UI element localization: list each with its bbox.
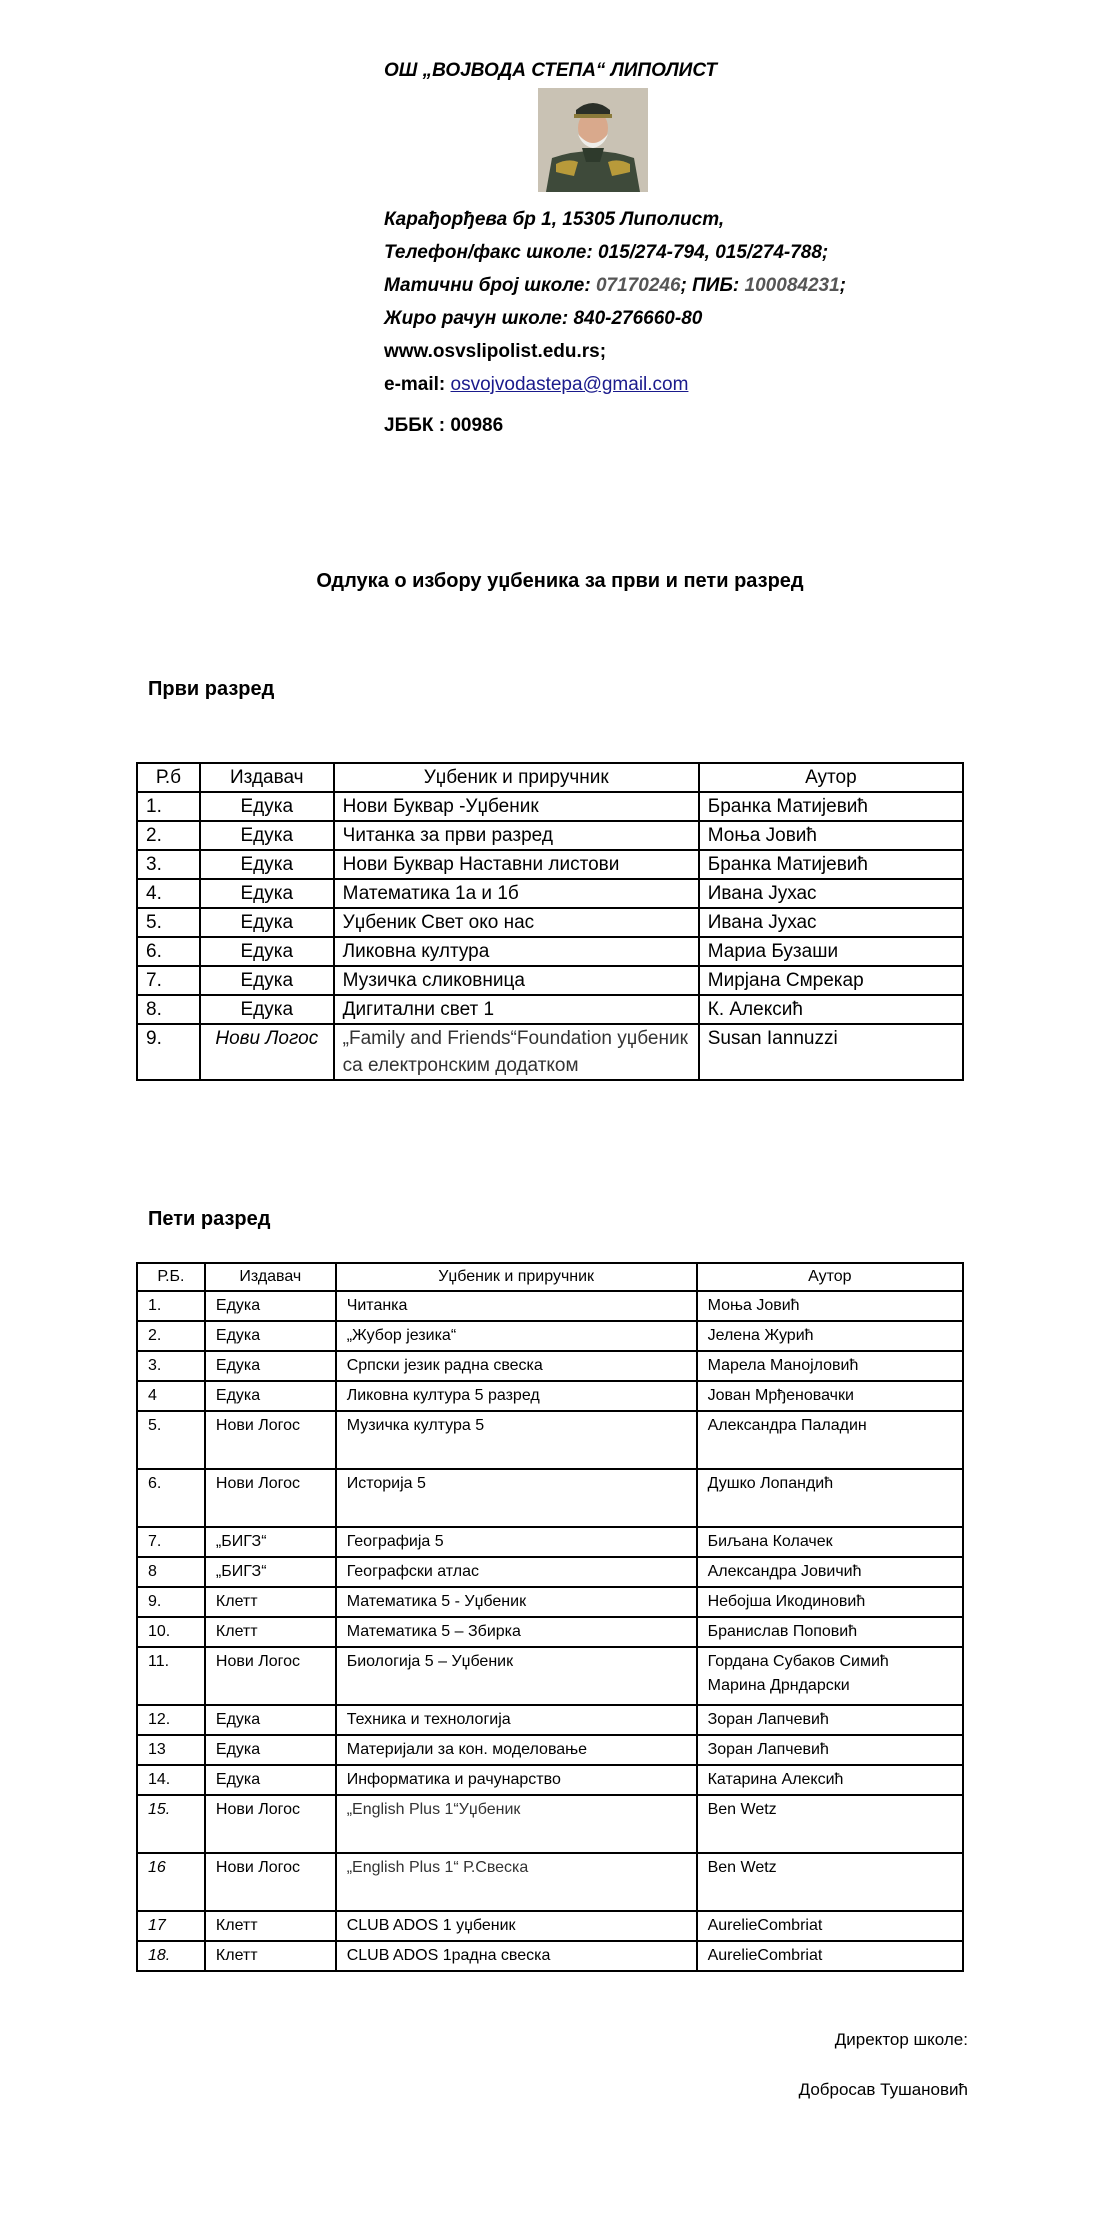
table-row [137, 908, 963, 937]
table-row [137, 821, 963, 850]
table-row [137, 850, 963, 879]
author-name: Марела Манојловић [707, 1357, 859, 1374]
row-book: CLUB ADOS 1радна свеска [336, 1941, 697, 1971]
author-name: Гордана Субаков Симић [707, 1653, 889, 1670]
author-name: AurelieCombriat [707, 1947, 823, 1964]
col-num: Р.б [137, 763, 200, 792]
row-author [697, 1291, 963, 1321]
row-book: CLUB ADOS 1 уџбеник [336, 1911, 697, 1941]
row-author [697, 1381, 963, 1411]
row-num: 2. [137, 821, 200, 850]
table-row [137, 995, 963, 1024]
row-author [697, 1941, 963, 1971]
row-book: Музичка култура 5 [336, 1411, 697, 1469]
table-row [137, 1321, 963, 1351]
row-book: Историја 5 [336, 1469, 697, 1527]
registration-line: Матични број школе: 07170246; ПИБ: 100084231; [384, 275, 846, 296]
row-num: 4. [137, 879, 200, 908]
row-publisher: Нови Логос [205, 1411, 336, 1469]
row-book: „Family and Friends“Foundation уџбеник са електронским додатком [334, 1024, 699, 1080]
row-num: 10. [137, 1617, 205, 1647]
row-publisher: Едука [205, 1705, 336, 1735]
row-book: Математика 5 - Уџбеник [336, 1587, 697, 1617]
table-row [137, 1911, 963, 1941]
author-name: Душко Лопандић [707, 1475, 834, 1492]
row-num: 12. [137, 1705, 205, 1735]
row-num: 6. [137, 1469, 205, 1527]
row-publisher: „БИГЗ“ [205, 1527, 336, 1557]
author-name: Зоран Лапчевић [707, 1711, 829, 1728]
table-row [137, 879, 963, 908]
row-book: Читанка за први разред [334, 821, 699, 850]
reg-value: 07170246 [595, 275, 681, 296]
row-author [697, 1765, 963, 1795]
row-publisher: Едука [200, 821, 334, 850]
row-publisher: Едука [200, 966, 334, 995]
table-row [137, 1527, 963, 1557]
row-publisher: Нови Логос [205, 1647, 336, 1705]
row-book: Ликовна култура [334, 937, 699, 966]
row-author: Ивана Јухас [699, 908, 963, 937]
table-row [137, 1587, 963, 1617]
col-publisher: Издавач [200, 763, 334, 792]
row-author [697, 1705, 963, 1735]
row-book: Географски атлас [336, 1557, 697, 1587]
author-name: Марина Дрндарски [707, 1677, 850, 1694]
row-book: Уџбеник Свет око нас [334, 908, 699, 937]
row-publisher: Едука [205, 1351, 336, 1381]
table-row [137, 1795, 963, 1853]
first-grade-rows [137, 792, 963, 1024]
row-publisher: Едука [205, 1381, 336, 1411]
row-author [697, 1735, 963, 1765]
row-author: Мирјана Смрекар [699, 966, 963, 995]
row-book: Српски језик радна свеска [336, 1351, 697, 1381]
row-book: Математика 1а и 1б [334, 879, 699, 908]
email-link[interactable]: osvojvodastepa@gmail.com [450, 374, 689, 395]
fifth-grade-heading: Пети разред [148, 1208, 271, 1230]
row-publisher: Едука [205, 1765, 336, 1795]
row-author [697, 1647, 963, 1705]
row-author [697, 1527, 963, 1557]
row-author [697, 1469, 963, 1527]
author-name: Ben Wetz [707, 1801, 777, 1818]
school-header [384, 58, 1024, 437]
row-publisher: Едука [200, 792, 334, 821]
author-name: Небојша Икодиновић [707, 1593, 866, 1610]
author-name: Бранислав Поповић [707, 1623, 858, 1640]
row-num: 1. [137, 1291, 205, 1321]
col-publisher: Издавач [205, 1263, 336, 1291]
row-author [697, 1587, 963, 1617]
author-name: Катарина Алексић [707, 1771, 844, 1788]
row-publisher: Едука [200, 850, 334, 879]
table-row [137, 1853, 963, 1911]
row-author: Мариа Бузаши [699, 937, 963, 966]
row-book: Географија 5 [336, 1527, 697, 1557]
row-num: 8. [137, 995, 200, 1024]
table-row [137, 1705, 963, 1735]
author-name: Зоран Лапчевић [707, 1741, 829, 1758]
table-row [137, 1411, 963, 1469]
first-grade-table [136, 762, 964, 1081]
row-book: Нови Буквар Наставни листови [334, 850, 699, 879]
table-row [137, 1941, 963, 1971]
row-publisher: Нови Логос [205, 1853, 336, 1911]
col-book: Уџбеник и приручник [336, 1263, 697, 1291]
pib-value: 100084231 [744, 275, 840, 296]
row-book: „Жубор језика“ [336, 1321, 697, 1351]
row-num: 7. [137, 966, 200, 995]
phone-label: Телефон/факс школе: [384, 242, 593, 263]
row-book: Музичка сликовница [334, 966, 699, 995]
account-line [384, 302, 1024, 335]
table-row [137, 792, 963, 821]
row-num: 15. [137, 1795, 205, 1853]
author-name: Јован Мрђеновачки [707, 1387, 854, 1404]
row-publisher: Нови Логос [205, 1795, 336, 1853]
row-num: 11. [137, 1647, 205, 1705]
row-num: 9. [137, 1024, 200, 1080]
row-num: 18. [137, 1941, 205, 1971]
table-row [137, 1557, 963, 1587]
table-row [137, 1024, 963, 1080]
row-author [697, 1911, 963, 1941]
email-label: e-mail: [384, 374, 446, 395]
row-book: „English Plus 1“ Р.Свеска [336, 1853, 697, 1911]
row-num: 3. [137, 1351, 205, 1381]
row-author [697, 1853, 963, 1911]
col-book: Уџбеник и приручник [334, 763, 699, 792]
row-num: 5. [137, 1411, 205, 1469]
table-header-row [137, 763, 963, 792]
row-publisher: Едука [205, 1735, 336, 1765]
row-num: 5. [137, 908, 200, 937]
row-book: Дигитални свет 1 [334, 995, 699, 1024]
table-row [137, 1351, 963, 1381]
row-num: 17 [137, 1911, 205, 1941]
row-author [697, 1411, 963, 1469]
row-num: 1. [137, 792, 200, 821]
row-author: Моња Јовић [699, 821, 963, 850]
row-book: Нови Буквар -Уџбеник [334, 792, 699, 821]
row-publisher: Едука [200, 908, 334, 937]
row-publisher: Нови Логос [205, 1469, 336, 1527]
col-author: Аутор [697, 1263, 963, 1291]
row-author: Бранка Матијевић [699, 792, 963, 821]
author-name: AurelieCombriat [707, 1917, 823, 1934]
fifth-grade-table [136, 1262, 964, 1972]
row-publisher: Клетт [205, 1941, 336, 1971]
author-name: Ben Wetz [707, 1859, 777, 1876]
table-row [137, 1291, 963, 1321]
account-label: Жиро рачун школе: [384, 308, 569, 329]
table-header-row [137, 1263, 963, 1291]
fifth-grade-rows [137, 1291, 963, 1971]
phone-value: 015/274-794, 015/274-788; [597, 242, 829, 263]
row-num: 8 [137, 1557, 205, 1587]
table-row [137, 1469, 963, 1527]
table-row [137, 1647, 963, 1705]
row-num: 16 [137, 1853, 205, 1911]
col-author: Аутор [699, 763, 963, 792]
row-book: Ликовна култура 5 разред [336, 1381, 697, 1411]
portrait-photo [538, 88, 648, 192]
row-publisher: Едука [200, 995, 334, 1024]
row-book: Математика 5 – Збирка [336, 1617, 697, 1647]
row-num: 9. [137, 1587, 205, 1617]
table-row [137, 1381, 963, 1411]
row-book: Биологија 5 – Уџбеник [336, 1647, 697, 1705]
author-name: Моња Јовић [707, 1297, 800, 1314]
row-author: Бранка Матијевић [699, 850, 963, 879]
row-publisher: Едука [200, 937, 334, 966]
row-author: Susan Iannuzzi [699, 1024, 963, 1080]
author-name: Биљана Колачек [707, 1533, 833, 1550]
table-row [137, 1735, 963, 1765]
row-book: Техника и технологија [336, 1705, 697, 1735]
first-grade-heading: Први разред [148, 678, 275, 700]
table-row [137, 937, 963, 966]
row-num: 2. [137, 1321, 205, 1351]
row-author: Ивана Јухас [699, 879, 963, 908]
row-publisher: Нови Логос [200, 1024, 334, 1080]
row-book: Информатика и рачунарство [336, 1765, 697, 1795]
table-row [137, 1765, 963, 1795]
document-title: Одлука о избору уџбеника за први и пети разред [316, 570, 804, 592]
website: www.osvslipolist.edu.rs; [384, 341, 607, 362]
account-value: 840-276660-80 [573, 308, 703, 329]
row-publisher: Едука [200, 879, 334, 908]
row-author [697, 1351, 963, 1381]
director-name: Добросав Тушановић [798, 2080, 968, 2099]
row-publisher: Клетт [205, 1587, 336, 1617]
row-num: 3. [137, 850, 200, 879]
pib-label: ПИБ: [692, 275, 740, 296]
row-publisher: Клетт [205, 1911, 336, 1941]
row-author [697, 1795, 963, 1853]
school-name: ОШ „ВОЈВОДА СТЕПА“ ЛИПОЛИСТ [384, 60, 717, 81]
phone-line [384, 236, 1024, 269]
row-book: Материјали за кон. моделовање [336, 1735, 697, 1765]
email-line [384, 368, 1024, 401]
row-num: 13 [137, 1735, 205, 1765]
row-book: Читанка [336, 1291, 697, 1321]
row-publisher: Едука [205, 1321, 336, 1351]
row-num: 4 [137, 1381, 205, 1411]
row-num: 7. [137, 1527, 205, 1557]
author-name: Јелена Журић [707, 1327, 814, 1344]
reg-label: Матични број школе: [384, 275, 591, 296]
row-num: 6. [137, 937, 200, 966]
row-author [697, 1321, 963, 1351]
row-num: 14. [137, 1765, 205, 1795]
jbbk: ЈББК : 00986 [384, 415, 504, 436]
director-label: Директор школе: [834, 2030, 968, 2049]
table-row [137, 966, 963, 995]
author-name: Александра Паладин [707, 1417, 867, 1434]
author-name: Александра Јовичић [707, 1563, 862, 1580]
row-author [697, 1617, 963, 1647]
col-num: Р.Б. [137, 1263, 205, 1291]
row-publisher: „БИГЗ“ [205, 1557, 336, 1587]
table-row [137, 1617, 963, 1647]
row-publisher: Едука [205, 1291, 336, 1321]
row-author: К. Алексић [699, 995, 963, 1024]
row-book: „English Plus 1“Уџбеник [336, 1795, 697, 1853]
row-author [697, 1557, 963, 1587]
row-publisher: Клетт [205, 1617, 336, 1647]
address: Карађорђева бр 1, 15305 Липолист, [384, 209, 725, 230]
